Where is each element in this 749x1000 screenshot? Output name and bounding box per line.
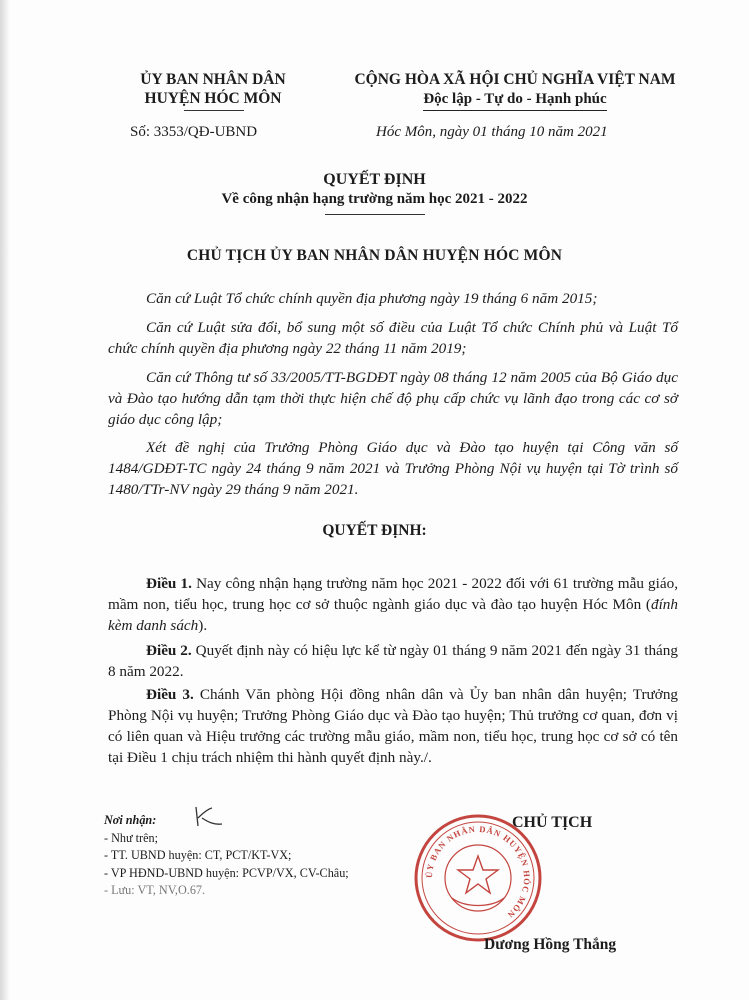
place-date: Hóc Môn, ngày 01 tháng 10 năm 2021	[376, 124, 608, 140]
decision-heading: QUYẾT ĐỊNH:	[322, 522, 427, 539]
issuer-block	[95, 70, 331, 108]
recipient-item: - TT. UBND huyện: CT, PCT/KT-VX;	[104, 848, 292, 862]
article-3: Điều 3. Chánh Văn phòng Hội đồng nhân dân và Ủy ban nhân dân huyện; Trưởng Phòng Nội vụ huyện; Trưởng Phòng Giáo dục và Đào tạo huyện; Thủ trưởng cơ quan, đơn vị có liên quan và Hiệu trưởng các trường mẫu giáo, mầm non, tiểu học, trung học cơ sở có tên tại Điều 1 chịu trách nhiệm thi hành quyết định này./.	[108, 686, 679, 766]
article-2: Điều 2. Quyết định này có hiệu lực kể từ ngày 01 tháng 9 năm 2021 đến ngày 31 tháng 8 năm 2022.	[108, 642, 678, 680]
recipient-item: - Lưu: VT, NV,O.67.	[104, 883, 206, 897]
issuer-line-1: ỦY BAN NHÂN DÂN	[140, 71, 286, 88]
seal-text: ỦY BAN NHÂN DÂN HUYỆN HÓC MÔN	[423, 823, 533, 921]
subtitle-underline	[325, 214, 425, 215]
preamble-1: Căn cứ Luật Tổ chức chính quyền địa phương ngày 19 tháng 6 năm 2015;	[146, 290, 598, 307]
national-motto: Độc lập - Tự do - Hạnh phúc	[423, 90, 606, 111]
signer-title: CHỦ TỊCH	[512, 814, 593, 831]
recipient-item: - VP HĐND-UBND huyện: PCVP/VX, CV-Châu;	[104, 865, 349, 880]
article-3-label: Điều 3.	[146, 686, 194, 703]
national-title: CỘNG HÒA XÃ HỘI CHỦ NGHĨA VIỆT NAM	[354, 71, 676, 88]
preamble-3: Căn cứ Thông tư số 33/2005/TT-BGDĐT ngày 08 tháng 12 năm 2005 của Bộ Giáo dục và Đào tạo hướng dẫn tạm thời thực hiện chế độ phụ cấp chức vụ lãnh đạo trong các cơ sở giáo dục công lập;	[108, 369, 678, 428]
document-number: Số: 3353/QĐ-UBND	[130, 124, 258, 140]
preamble-4: Xét đề nghị của Trưởng Phòng Giáo dục và Đào tạo huyện tại Công văn số 1484/GDĐT-TC ngày 24 tháng 9 năm 2021 và Trưởng Phòng Nội vụ huyện tại Tờ trình số 1480/TTr-NV ngày 29 tháng 9 năm 2021.	[108, 439, 678, 498]
recipient-item: - Như trên;	[104, 830, 158, 845]
preamble-2: Căn cứ Luật sửa đổi, bổ sung một số điều của Luật Tổ chức Chính phủ và Luật Tổ chức chính quyền địa phương ngày 22 tháng 11 năm 2019;	[108, 319, 678, 357]
issuing-authority: CHỦ TỊCH ỦY BAN NHÂN DÂN HUYỆN HÓC MÔN	[186, 247, 563, 264]
article-1-label: Điều 1.	[146, 575, 192, 592]
recipients-label: Nơi nhận:	[104, 813, 157, 827]
document-title: QUYẾT ĐỊNH	[323, 171, 426, 188]
initial-scribble-icon	[192, 804, 226, 830]
recipients-block	[104, 812, 349, 900]
document-subtitle: Về công nhận hạng trường năm học 2021 - 2022	[221, 191, 528, 207]
article-1: Điều 1. Nay công nhận hạng trường năm học 2021 - 2022 đối với 61 trường mẫu giáo, mầm non, tiểu học, trung học cơ sở thuộc ngành giáo dục và đào tạo huyện Hóc Môn (đính kèm danh sách).	[108, 575, 679, 634]
national-header	[335, 70, 695, 111]
issuer-line-2: HUYỆN HÓC MÔN	[144, 90, 282, 107]
article-1-note: đính kèm danh sách	[108, 596, 678, 634]
article-2-label: Điều 2.	[146, 642, 192, 659]
signer-name: Dương Hồng Thắng	[484, 936, 617, 953]
issuer-underline	[184, 110, 244, 111]
page-edge-shadow	[0, 0, 10, 1000]
